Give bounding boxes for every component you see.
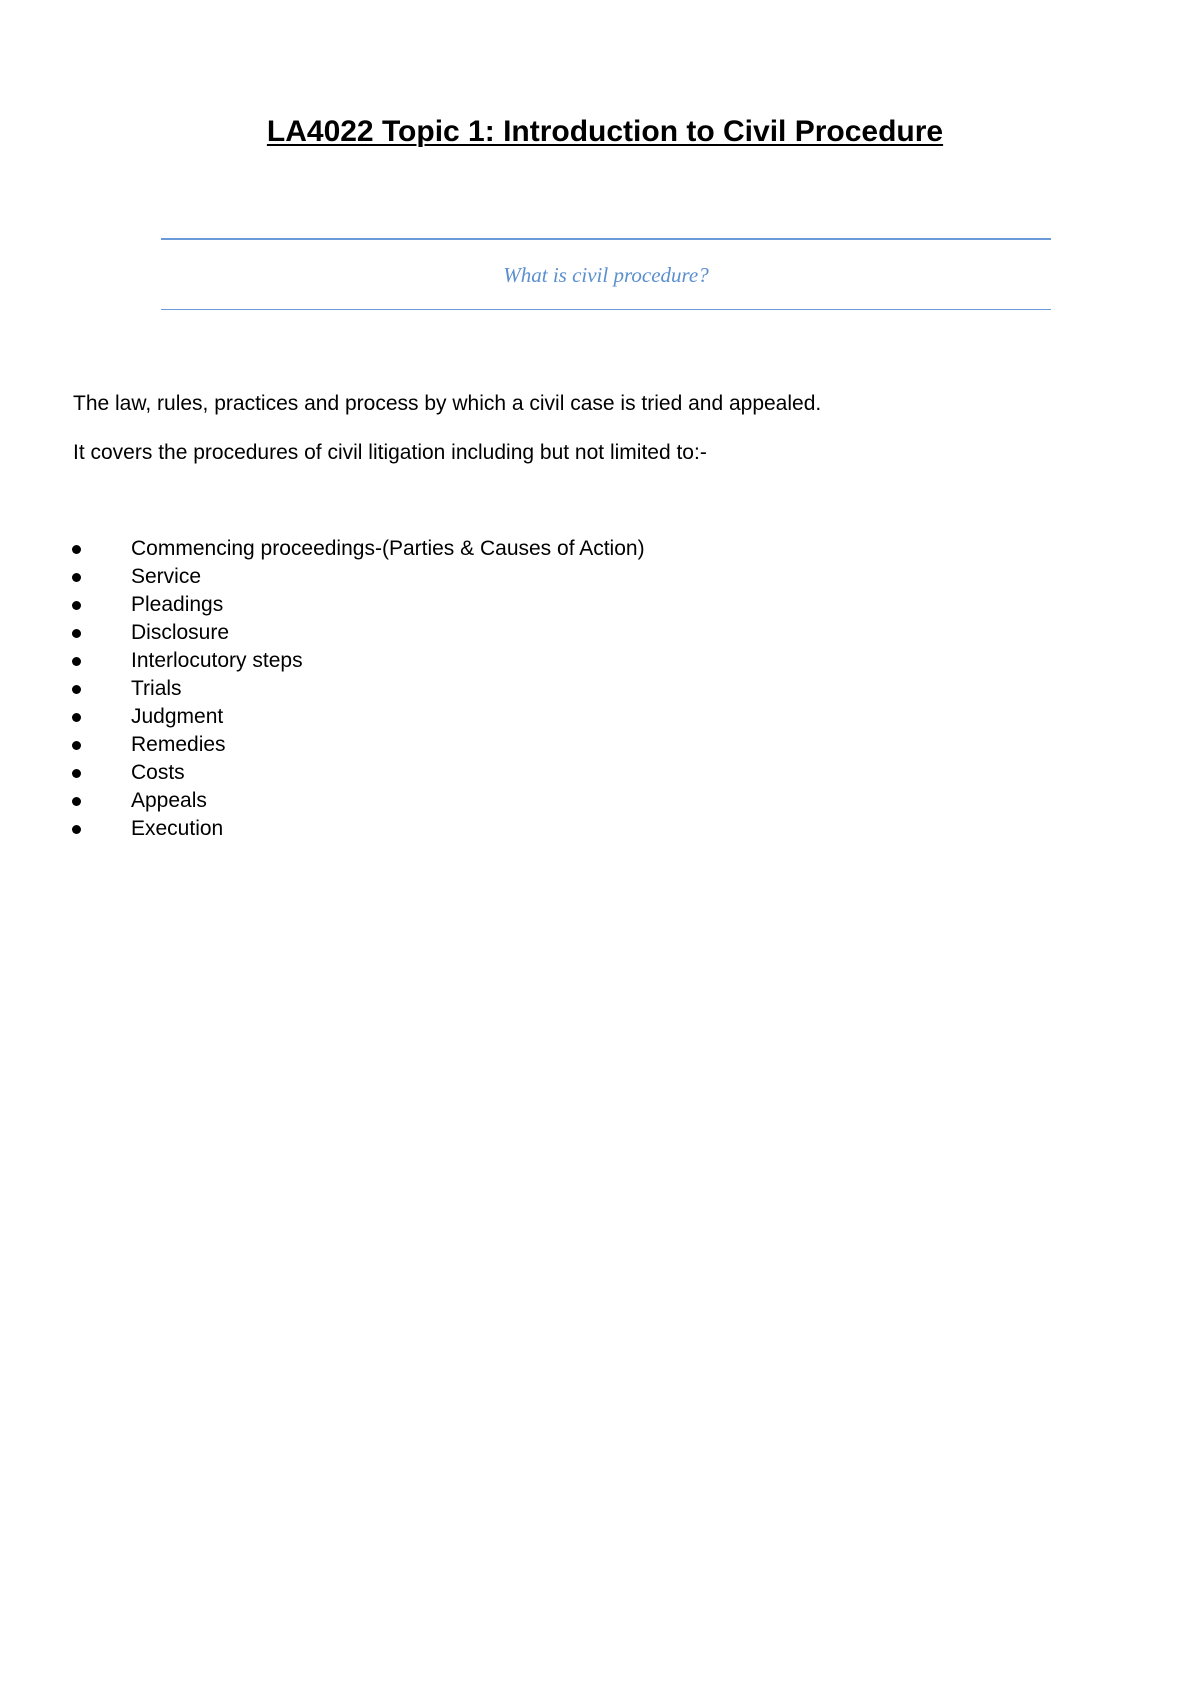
document-title: LA4022 Topic 1: Introduction to Civil Procedure [266,115,944,148]
bullet-icon [72,741,81,750]
list-item-label: Judgment [131,705,224,728]
bullet-icon [72,573,81,582]
list-item-label: Disclosure [131,621,230,644]
list-item-label: Pleadings [131,593,224,616]
list-item-label: Remedies [131,733,226,756]
bullet-icon [72,629,81,638]
list-item-label: Interlocutory steps [131,649,303,672]
list-item-label: Execution [131,817,224,840]
definition-paragraph: The law, rules, practices and process by which a civil case is tried and appealed. [73,392,822,415]
scope-paragraph: It covers the procedures of civil litigation including but not limited to:- [73,441,707,464]
quote-top-rule [161,238,1051,240]
list-item-label: Service [131,565,202,588]
list-item-label: Costs [131,761,185,784]
bullet-icon [72,657,81,666]
bullet-icon [72,797,81,806]
quote-bottom-rule [161,309,1051,310]
bullet-icon [72,825,81,834]
bullet-icon [72,769,81,778]
bullet-icon [72,685,81,694]
bullet-icon [72,713,81,722]
list-item-label: Trials [131,677,182,700]
bullet-icon [72,601,81,610]
intense-quote: What is civil procedure? [503,263,709,287]
list-item-label: Appeals [131,789,207,812]
bullet-icon [72,545,81,554]
list-item-label: Commencing proceedings-(Parties & Causes of Action) [131,537,645,560]
